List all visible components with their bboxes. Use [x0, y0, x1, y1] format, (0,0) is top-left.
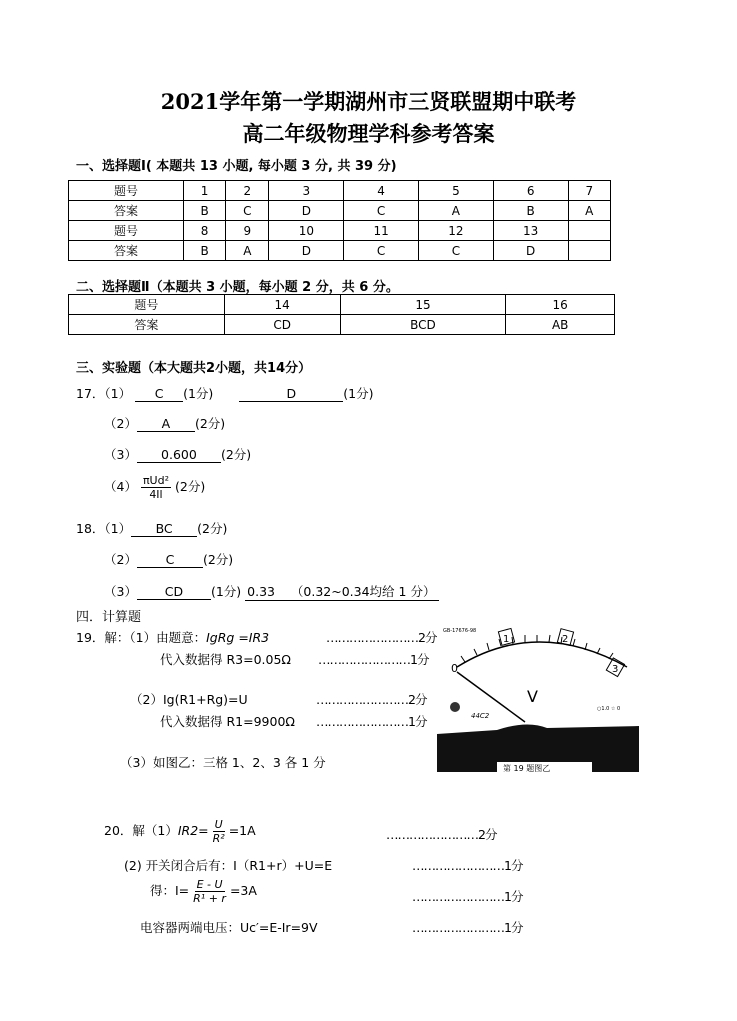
table1-cell: 7 — [568, 181, 610, 201]
q18-line-3: （3） CD (1分) 0.33 （0.32~0.34均给 1 分） — [104, 582, 439, 601]
table1-row — [69, 221, 611, 241]
table1-cell: B — [183, 241, 225, 261]
answer-table-1 — [68, 180, 611, 261]
table1-cell — [568, 221, 610, 241]
q20-dots-2: ……………………1分 — [412, 858, 523, 873]
table1-cell: 3 — [269, 181, 344, 201]
table1-cell: 5 — [419, 181, 494, 201]
q19-dots-1: ……………………2分 — [326, 630, 437, 645]
q19-line-1: 19．解：（1）由题意：IgRg =IR3 — [76, 630, 270, 645]
q19-dots-4: ……………………1分 — [316, 714, 427, 729]
q20-line-3: 得：I= $\frac{E - U}{\text{R¹ + r}}$ =3A — [150, 878, 257, 905]
table2-row-header: 答案 — [69, 315, 225, 335]
q19-dots-2: ……………………1分 — [318, 652, 429, 667]
table1-row — [69, 181, 611, 201]
fig-code: GB-17676-98 — [443, 628, 477, 634]
table2-cell: 15 — [340, 295, 506, 315]
table1-cell: C — [344, 241, 419, 261]
table2-row — [69, 295, 615, 315]
scale-box-3: 3 — [612, 664, 619, 675]
scale-zero: 0 — [451, 662, 458, 675]
table1-cell: D — [269, 241, 344, 261]
table2-cell: BCD — [340, 315, 506, 335]
q18-line-2: （2） C (2分) — [104, 552, 234, 567]
q17-line-4: （4） $\frac{\text{πUd²}}{4Il}$ (2分) — [104, 474, 206, 501]
table1-row-header: 答案 — [69, 201, 184, 221]
table1-cell: A — [419, 201, 494, 221]
table1-cell: D — [493, 241, 568, 261]
q20-line-4: 电容器两端电压：Uc′=E-Ir=9V — [140, 920, 318, 935]
table1-cell: 2 — [226, 181, 269, 201]
table1-cell: 6 — [493, 181, 568, 201]
table1-row-header: 答案 — [69, 241, 184, 261]
table1-row — [69, 241, 611, 261]
table1-cell: A — [226, 241, 269, 261]
table1-cell: C — [344, 201, 419, 221]
q20-line-2: (2) 开关闭合后有：I（R1+r）+U=E — [124, 858, 333, 873]
title-sub: 高二年级物理学科参考答案 — [242, 121, 495, 146]
volt-symbol: V — [527, 687, 538, 706]
q19-line-4: 代入数据得 R1=9900Ω — [160, 714, 295, 729]
table1-cell: C — [419, 241, 494, 261]
table1-cell: 8 — [183, 221, 225, 241]
brand-logo-icon — [450, 702, 460, 712]
q20-formula-1: $\frac{U}{\text{R²}}$ — [212, 818, 225, 845]
table1-cell: 10 — [269, 221, 344, 241]
table1-cell: 13 — [493, 221, 568, 241]
table1-cell: C — [226, 201, 269, 221]
table1-cell: 1 — [183, 181, 225, 201]
title-main: 2021学年第一学期湖州市三贤联盟期中联考 — [160, 89, 577, 114]
table2-cell: CD — [224, 315, 340, 335]
q17-line-3: （3） 0.600 (2分) — [104, 447, 252, 462]
q20-line-1: 20．解（1）IR2= $\frac{U}{\text{R²}}$ =1A — [104, 818, 256, 845]
section-2-heading: 二、选择题Ⅱ（本题共 3 小题，每小题 2 分，共 6 分。 — [76, 280, 399, 295]
table2-cell: AB — [506, 315, 615, 335]
table1-cell: 9 — [226, 221, 269, 241]
section-4-heading: 四．计算题 — [76, 610, 142, 625]
section-3-heading: 三、实验题（本大题共2小题，共14分） — [76, 361, 312, 376]
table1-row-header: 题号 — [69, 221, 184, 241]
table1-cell — [568, 241, 610, 261]
q20-dots-3: ……………………1分 — [412, 889, 523, 904]
figure-caption: 第 19 题图乙 — [503, 764, 551, 772]
table1-cell: 12 — [419, 221, 494, 241]
scale-box-2: 2 — [562, 634, 569, 645]
voltmeter-figure — [437, 622, 639, 772]
table1-cell: A — [568, 201, 610, 221]
table1-cell: B — [493, 201, 568, 221]
table2-cell: 14 — [224, 295, 340, 315]
table1-cell: D — [269, 201, 344, 221]
q19-dots-3: ……………………2分 — [316, 692, 427, 707]
q19-line-2: 代入数据得 R3=0.05Ω — [160, 652, 291, 667]
fig-grade: ○1.0 ☆ 0 — [597, 706, 621, 712]
q20-formula-2: $\frac{E - U}{\text{R¹ + r}}$ — [193, 878, 226, 905]
table2-cell: 16 — [506, 295, 615, 315]
scale-box-1: 1 — [503, 634, 510, 645]
q17-formula: $\frac{\text{πUd²}}{4Il}$ — [142, 474, 170, 501]
table1-row-header: 题号 — [69, 181, 184, 201]
table1-cell: B — [183, 201, 225, 221]
table1-row — [69, 201, 611, 221]
q17-line-1: 17．（1） C (1分) D (1分) — [76, 386, 374, 401]
section-1-heading: 一、选择题Ⅰ( 本题共 13 小题, 每小题 3 分, 共 39 分) — [76, 159, 397, 174]
table1-cell: 11 — [344, 221, 419, 241]
q17-line-2: （2） A (2分) — [104, 416, 226, 431]
table2-row — [69, 315, 615, 335]
q20-dots-1: ……………………2分 — [386, 827, 497, 842]
table1-cell: 4 — [344, 181, 419, 201]
q19-line-3: （2）Ig(R1+Rg)=U — [130, 692, 248, 707]
table2-row-header: 题号 — [69, 295, 225, 315]
q18-line-1: 18．（1） BC (2分) — [76, 521, 228, 536]
q20-dots-4: ……………………1分 — [412, 920, 523, 935]
fig-model: 44C2 — [471, 712, 490, 720]
answer-table-2 — [68, 294, 615, 335]
q19-line-5: （3）如图乙：三格 1、2、3 各 1 分 — [120, 755, 326, 770]
